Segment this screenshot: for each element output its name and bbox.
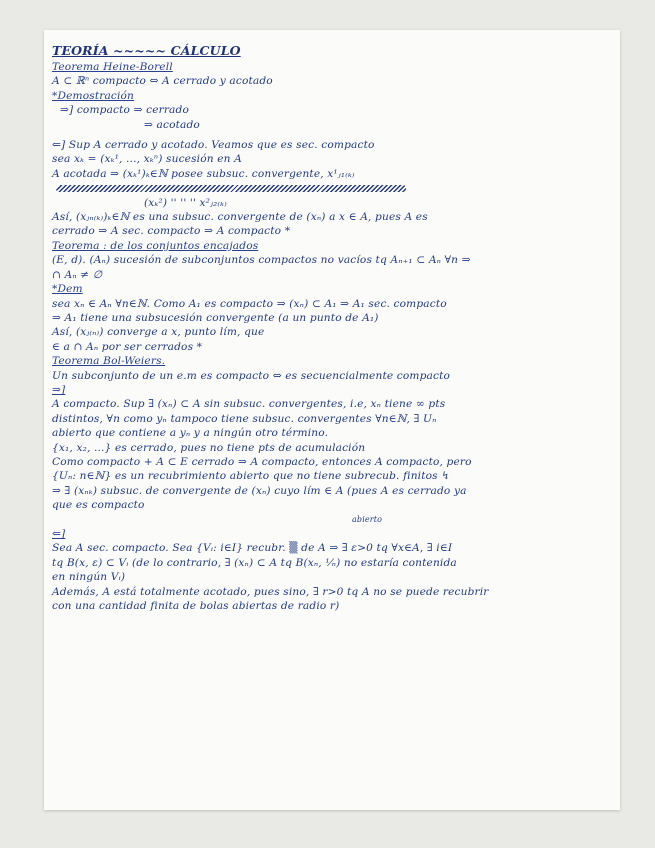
note-line: ⇒] compacto ⇒ cerrado (60, 104, 189, 117)
note-line: (xₖ²) '' '' '' x²ⱼ₂₍ₖ₎ (144, 196, 227, 209)
note-line: ⇐] Sup A cerrado y acotado. Veamos que es sec. compacto (52, 139, 375, 152)
note-line: sea xₙ ∈ Aₙ ∀n∈ℕ. Como A₁ es compacto ⇒ (xₙ) ⊂ A₁ ⇒ A₁ sec. compacto (52, 297, 447, 310)
note-line: ⇒ acotado (144, 118, 200, 131)
theorem-heading-heine-borel: Teorema Heine-Borell (52, 61, 173, 73)
note-line: Sea A sec. compacto. Sea {Vᵢ: i∈I} recubr. ▒ de A ⇒ ∃ ε>0 tq ∀x∈A, ∃ i∈I (52, 542, 453, 555)
note-line: Así, (xⱼₙ₍ₖ₎)ₖ∈ℕ es una subsuc. convergente de (xₙ) a x ∈ A, pues A es (52, 211, 428, 224)
note-line: cerrado ⇒ A sec. compacto ⇒ A compacto * (52, 225, 291, 238)
theorem-heading-nested-sets: Teorema : de los conjuntos encajados (52, 239, 259, 252)
note-line: Como compacto + A ⊂ E cerrado ⇒ A compacto, entonces A compacto, pero (52, 455, 472, 468)
note-line: ⇒ ∃ (xₙₖ) subsuc. de convergente de (xₙ) cuyo lím ∈ A (pues A es cerrado ya (52, 484, 467, 497)
note-line: A compacto. Sup ∃ (xₙ) ⊂ A sin subsuc. convergentes, i.e, xₙ tiene ∞ pts (52, 398, 446, 411)
note-line: abierto que contiene a yₙ y a ningún otro término. (52, 427, 329, 440)
note-line: (E, d). (Aₙ) sucesión de subconjuntos compactos no vacíos tq Aₙ₊₁ ⊂ Aₙ ∀n ⇒ (52, 254, 471, 267)
note-line: distintos, ∀n como yₙ tampoco tiene subsuc. convergentes ∀n∈ℕ, ∃ Uₙ (52, 412, 437, 425)
annotation-abierto: abierto (352, 514, 383, 524)
note-line: A ⊂ ℝⁿ compacto ⇔ A cerrado y acotado (52, 75, 273, 88)
note-line: en ningún Vᵢ) (52, 571, 126, 584)
note-line: sea xₖ = (xₖ¹, ..., xₖⁿ) sucesión en A (52, 153, 242, 166)
proof-heading: *Demostración (52, 89, 135, 102)
note-line: ⇒ A₁ tiene una subsucesión convergente (a un punto de A₁) (52, 311, 379, 324)
note-line: Además, A está totalmente acotado, pues sino, ∃ r>0 tq A no se puede recubrir (52, 585, 489, 598)
note-line: Un subconjunto de un e.m es compacto ⇔ es secuencialmente compacto (52, 369, 451, 382)
note-line: ∈ a ∩ Aₙ por ser cerrados * (52, 340, 203, 353)
proof-heading: *Dem (52, 283, 83, 296)
notebook-page (44, 30, 620, 810)
note-line: ∩ Aₙ ≠ ∅ (52, 268, 103, 281)
proof-direction: ⇐] (52, 528, 66, 540)
proof-direction: ⇒] (52, 383, 66, 396)
note-line: {x₁, x₂, ...} es cerrado, pues no tiene pts de acumulación (52, 441, 366, 454)
crossed-out-scribble (56, 185, 406, 192)
note-line: A acotada ⇒ (xₖ¹)ₖ∈ℕ posee subsuc. convergente, x¹ⱼ₁₍ₖ₎ (52, 167, 355, 180)
page-title: TEORÍA ~~~~~ CÁLCULO (52, 43, 241, 58)
handwritten-notes (52, 42, 614, 613)
note-line: {Uₙ: n∈ℕ} es un recubrimiento abierto que no tiene subrecub. finitos ↯ (52, 470, 451, 483)
note-line: con una cantidad finita de bolas abiertas de radio r) (52, 600, 340, 613)
crossed-out-line (52, 181, 614, 195)
note-line: que es compacto (52, 499, 145, 512)
note-line: Así, (xⱼ₍ₙ₎) converge a x, punto lím, que (52, 326, 265, 339)
theorem-heading-bolzano-weierstrass: Teorema Bol-Weiers. (52, 355, 166, 368)
note-line: tq B(x, ε) ⊂ Vᵢ (de lo contrario, ∃ (xₙ) ⊂ A tq B(xₙ, ¹⁄ₙ) no estaría contenida (52, 556, 457, 569)
